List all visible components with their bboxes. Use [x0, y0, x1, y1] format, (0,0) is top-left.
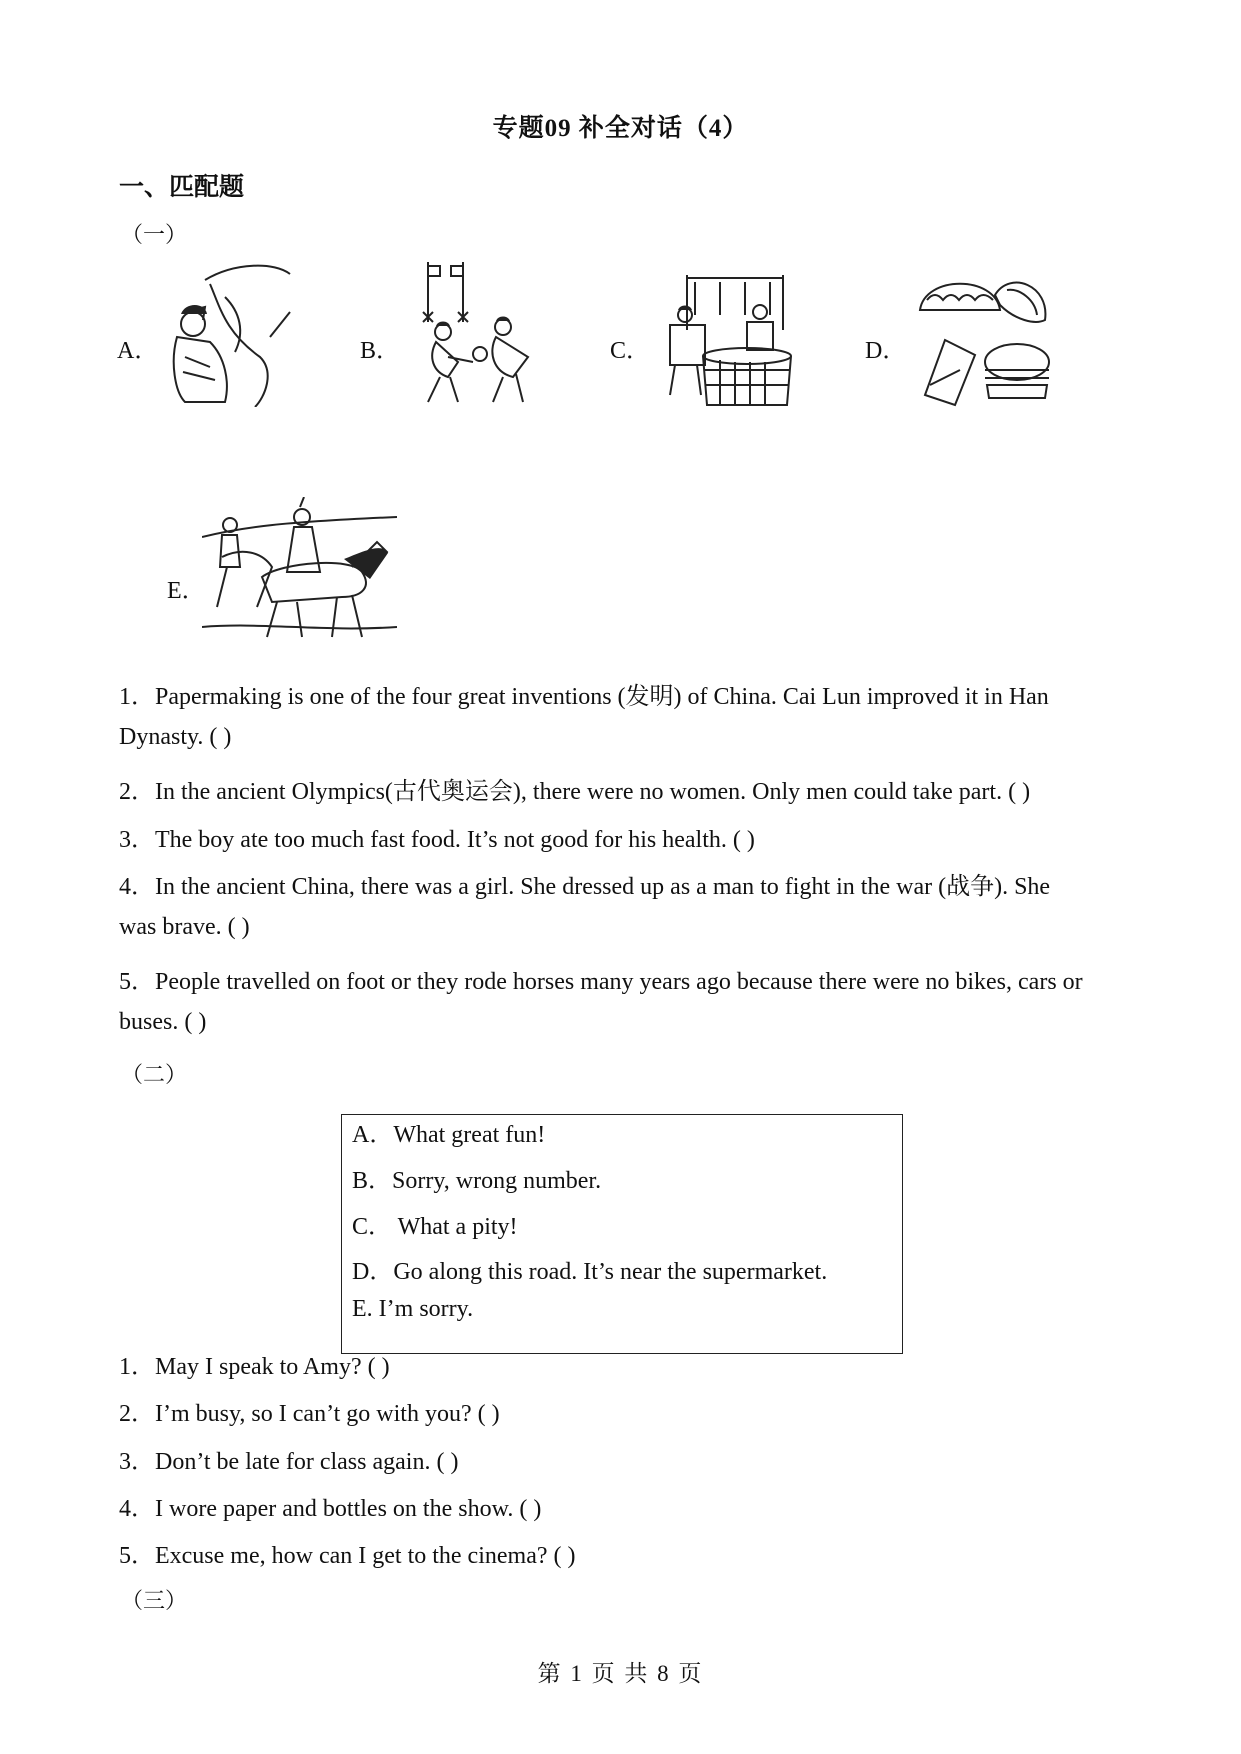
- part1-question-4: 4．In the ancient China, there was a girl. She dressed up as a man to fight in the war (战争). She: [119, 874, 1051, 900]
- part-two-label: （二）: [121, 1062, 188, 1087]
- option-b: B．Sorry, wrong number.: [352, 1168, 602, 1194]
- section-heading: 一、匹配题: [119, 174, 245, 201]
- picture-a-label: A．: [117, 338, 159, 364]
- picture-e-label: E．: [167, 578, 206, 604]
- part2-question-5: 5．Excuse me, how can I get to the cinema? ( ): [119, 1543, 576, 1569]
- horse-riders-icon: [202, 497, 397, 642]
- option-d: D．Go along this road. It’s near the supermarket.: [352, 1259, 828, 1285]
- fast-food-icon: [915, 270, 1055, 415]
- part2-question-3: 3．Don’t be late for class again. ( ): [119, 1449, 459, 1475]
- option-c: C． What a pity!: [352, 1214, 518, 1240]
- part1-question-3: 3．The boy ate too much fast food. It’s not good for his health. ( ): [119, 827, 755, 853]
- part1-question-4-cont: was brave. ( ): [119, 914, 250, 940]
- option-e: E. I’m sorry.: [352, 1296, 474, 1322]
- part2-question-4: 4．I wore paper and bottles on the show. ( ): [119, 1496, 542, 1522]
- part1-question-5: 5．People travelled on foot or they rode horses many years ago because there were no bikes, cars or: [119, 969, 1083, 995]
- part-three-label: （三）: [121, 1588, 188, 1613]
- page-footer: 第 1 页 共 8 页: [537, 1661, 704, 1686]
- page-title: 专题09 补全对话（4）: [492, 115, 749, 142]
- girl-with-horse-icon: [165, 262, 295, 407]
- part2-question-1: 1．May I speak to Amy? ( ): [119, 1354, 390, 1380]
- part1-question-1: 1．Papermaking is one of the four great inventions (发明) of China. Cai Lun improved it in Han: [119, 684, 1049, 710]
- part1-question-1-cont: Dynasty. ( ): [119, 724, 232, 750]
- papermaking-icon: [665, 270, 795, 415]
- part2-question-2: 2．I’m busy, so I can’t go with you? ( ): [119, 1401, 500, 1427]
- picture-b-label: B．: [360, 338, 401, 364]
- part1-question-2: 2．In the ancient Olympics(古代奥运会), there were no women. Only men could take part. ( ): [119, 779, 1031, 805]
- part-one-label: （一）: [121, 222, 188, 247]
- picture-d-label: D．: [865, 338, 907, 364]
- picture-c-label: C．: [610, 338, 651, 364]
- option-a: A．What great fun!: [352, 1122, 546, 1148]
- part1-question-5-cont: buses. ( ): [119, 1009, 207, 1035]
- ancient-football-icon: [418, 262, 548, 407]
